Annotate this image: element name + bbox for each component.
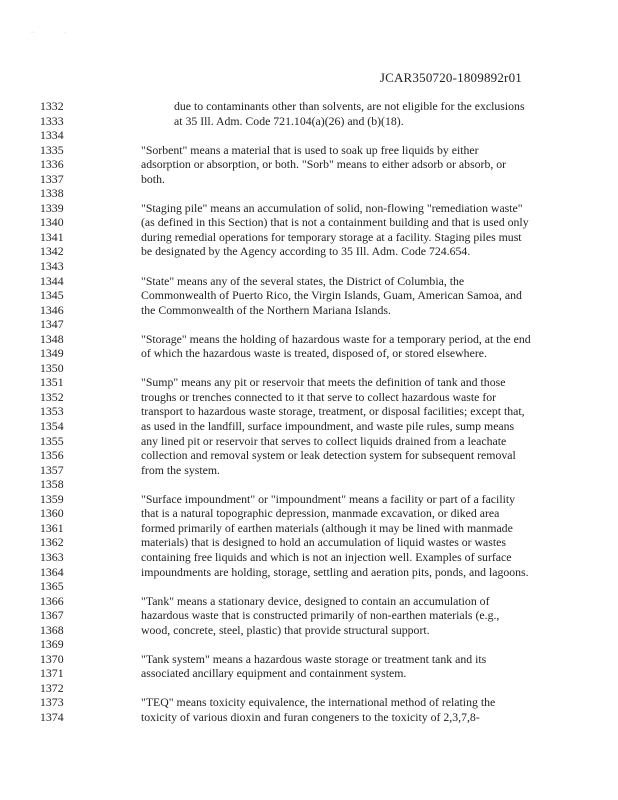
document-line bbox=[40, 317, 600, 332]
document-line bbox=[40, 288, 600, 303]
document-line bbox=[40, 579, 600, 594]
line-number: 1359 bbox=[40, 491, 64, 506]
line-text: materials) that is designed to hold an accumulation of liquid wastes or wastes bbox=[141, 535, 506, 550]
line-number: 1372 bbox=[40, 680, 64, 695]
document-line bbox=[40, 463, 600, 478]
document-line bbox=[40, 637, 600, 652]
line-number: 1346 bbox=[40, 302, 64, 317]
line-number: 1348 bbox=[40, 331, 64, 346]
line-text: "Tank" means a stationary device, designed to contain an accumulation of bbox=[141, 593, 490, 608]
document-line bbox=[40, 259, 600, 274]
line-number: 1345 bbox=[40, 288, 64, 303]
line-text: "Surface impoundment" or "impoundment" means a facility or part of a facility bbox=[141, 491, 516, 506]
document-line bbox=[40, 375, 600, 390]
line-number: 1337 bbox=[40, 171, 64, 186]
document-line bbox=[40, 608, 600, 623]
document-line bbox=[40, 434, 600, 449]
document-line bbox=[40, 419, 600, 434]
line-number: 1361 bbox=[40, 520, 64, 535]
document-line bbox=[40, 710, 600, 725]
document-line bbox=[40, 623, 600, 638]
line-number: 1352 bbox=[40, 389, 64, 404]
line-number: 1358 bbox=[40, 477, 64, 492]
line-number: 1363 bbox=[40, 549, 64, 564]
line-text: both. bbox=[141, 171, 165, 186]
line-number: 1338 bbox=[40, 186, 64, 201]
document-line bbox=[40, 404, 600, 419]
line-number: 1374 bbox=[40, 709, 64, 724]
line-text: "Sorbent" means a material that is used to soak up free liquids by either bbox=[141, 142, 479, 157]
line-text: during remedial operations for temporary storage at a facility. Staging piles must bbox=[141, 229, 522, 244]
scan-mark: · bbox=[64, 30, 66, 36]
line-text: "Sump" means any pit or reservoir that meets the definition of tank and those bbox=[141, 375, 506, 390]
document-line bbox=[40, 506, 600, 521]
document-line bbox=[40, 230, 600, 245]
scan-mark: ·· bbox=[31, 30, 35, 36]
line-number: 1367 bbox=[40, 608, 64, 623]
line-number: 1339 bbox=[40, 200, 64, 215]
line-number: 1360 bbox=[40, 506, 64, 521]
line-number: 1357 bbox=[40, 462, 64, 477]
line-text: as used in the landfill, surface impoundment, and waste pile rules, sump means bbox=[141, 419, 515, 434]
line-number: 1353 bbox=[40, 404, 64, 419]
line-number: 1351 bbox=[40, 375, 64, 390]
line-text: Commonwealth of Puerto Rico, the Virgin Islands, Guam, American Samoa, and bbox=[141, 288, 522, 303]
document-line bbox=[40, 477, 600, 492]
document-line bbox=[40, 550, 600, 565]
line-number: 1369 bbox=[40, 637, 64, 652]
line-text: impoundments are holding, storage, settling and aeration pits, ponds, and lagoons. bbox=[141, 564, 529, 579]
document-line bbox=[40, 361, 600, 376]
line-number: 1342 bbox=[40, 244, 64, 259]
line-number: 1366 bbox=[40, 593, 64, 608]
line-text: due to contaminants other than solvents, are not eligible for the exclusions bbox=[174, 99, 525, 113]
document-body bbox=[40, 99, 600, 725]
document-line bbox=[40, 303, 600, 318]
document-line bbox=[40, 128, 600, 143]
line-number: 1362 bbox=[40, 535, 64, 550]
line-text: at 35 Ill. Adm. Code 721.104(a)(26) and (b)(18). bbox=[174, 113, 404, 128]
line-text: hazardous waste that is constructed primarily of non-earthen materials (e.g., bbox=[141, 608, 500, 623]
document-line bbox=[40, 114, 600, 129]
line-text: troughs or trenches connected to it that serve to collect hazardous waste for bbox=[141, 389, 497, 404]
document-line bbox=[40, 448, 600, 463]
line-number: 1349 bbox=[40, 346, 64, 361]
line-text: collection and removal system or leak detection system for subsequent removal bbox=[141, 448, 516, 463]
line-text: from the system. bbox=[141, 462, 220, 477]
document-line bbox=[40, 274, 600, 289]
line-number: 1343 bbox=[40, 259, 64, 274]
document-line bbox=[40, 99, 600, 114]
line-text: "State" means any of the several states, the District of Columbia, the bbox=[141, 273, 465, 288]
document-line bbox=[40, 186, 600, 201]
line-text: "TEQ" means toxicity equivalence, the international method of relating the bbox=[141, 695, 496, 710]
line-number: 1340 bbox=[40, 215, 64, 230]
document-line bbox=[40, 695, 600, 710]
document-line bbox=[40, 535, 600, 550]
line-text: the Commonwealth of the Northern Mariana Islands. bbox=[141, 302, 391, 317]
document-line bbox=[40, 244, 600, 259]
document-line bbox=[40, 390, 600, 405]
line-text: toxicity of various dioxin and furan congeners to the toxicity of 2,3,7,8- bbox=[141, 709, 480, 724]
line-number: 1373 bbox=[40, 695, 64, 710]
line-text: transport to hazardous waste storage, treatment, or disposal facilities; except that, bbox=[141, 404, 525, 419]
document-line bbox=[40, 492, 600, 507]
line-text: (as defined in this Section) that is not a containment building and that is used only bbox=[141, 215, 529, 230]
document-line bbox=[40, 565, 600, 580]
line-number: 1371 bbox=[40, 666, 64, 681]
line-number: 1370 bbox=[40, 651, 64, 666]
line-text: "Staging pile" means an accumulation of solid, non-flowing "remediation waste" bbox=[141, 200, 523, 215]
line-text: adsorption or absorption, or both. "Sorb" means to either adsorb or absorb, or bbox=[141, 157, 507, 172]
line-number: 1354 bbox=[40, 419, 64, 434]
document-line bbox=[40, 332, 600, 347]
line-number: 1341 bbox=[40, 229, 64, 244]
line-text: wood, concrete, steel, plastic) that provide structural support. bbox=[141, 622, 430, 637]
line-number: 1344 bbox=[40, 273, 64, 288]
line-text: "Tank system" means a hazardous waste storage or treatment tank and its bbox=[141, 651, 487, 666]
document-line bbox=[40, 346, 600, 361]
line-number: 1350 bbox=[40, 360, 64, 375]
document-line bbox=[40, 521, 600, 536]
line-number: 1368 bbox=[40, 622, 64, 637]
document-id: JCAR350720-1809892r01 bbox=[379, 70, 522, 85]
line-number: 1335 bbox=[40, 142, 64, 157]
line-text: associated ancillary equipment and containment system. bbox=[141, 666, 407, 681]
line-number: 1332 bbox=[40, 99, 64, 113]
line-text: of which the hazardous waste is treated, disposed of, or stored elsewhere. bbox=[141, 346, 487, 361]
document-line bbox=[40, 157, 600, 172]
line-number: 1355 bbox=[40, 433, 64, 448]
line-text: formed primarily of earthen materials (although it may be lined with manmade bbox=[141, 520, 513, 535]
document-line bbox=[40, 143, 600, 158]
line-text: be designated by the Agency according to 35 Ill. Adm. Code 724.654. bbox=[141, 244, 471, 259]
line-number: 1334 bbox=[40, 128, 64, 143]
line-text: containing free liquids and which is not an injection well. Examples of surface bbox=[141, 549, 512, 564]
line-text: that is a natural topographic depression, manmade excavation, or diked area bbox=[141, 506, 500, 521]
document-line bbox=[40, 652, 600, 667]
line-number: 1333 bbox=[40, 113, 64, 128]
line-text: any lined pit or reservoir that serves to collect liquids drained from a leachate bbox=[141, 433, 507, 448]
document-line bbox=[40, 172, 600, 187]
document-line bbox=[40, 681, 600, 696]
line-number: 1364 bbox=[40, 564, 64, 579]
line-number: 1336 bbox=[40, 157, 64, 172]
document-line bbox=[40, 594, 600, 609]
line-number: 1365 bbox=[40, 579, 64, 594]
line-text: "Storage" means the holding of hazardous waste for a temporary period, at the end bbox=[141, 331, 531, 346]
line-number: 1347 bbox=[40, 317, 64, 332]
document-line bbox=[40, 201, 600, 216]
document-line bbox=[40, 215, 600, 230]
document-line bbox=[40, 666, 600, 681]
line-number: 1356 bbox=[40, 448, 64, 463]
